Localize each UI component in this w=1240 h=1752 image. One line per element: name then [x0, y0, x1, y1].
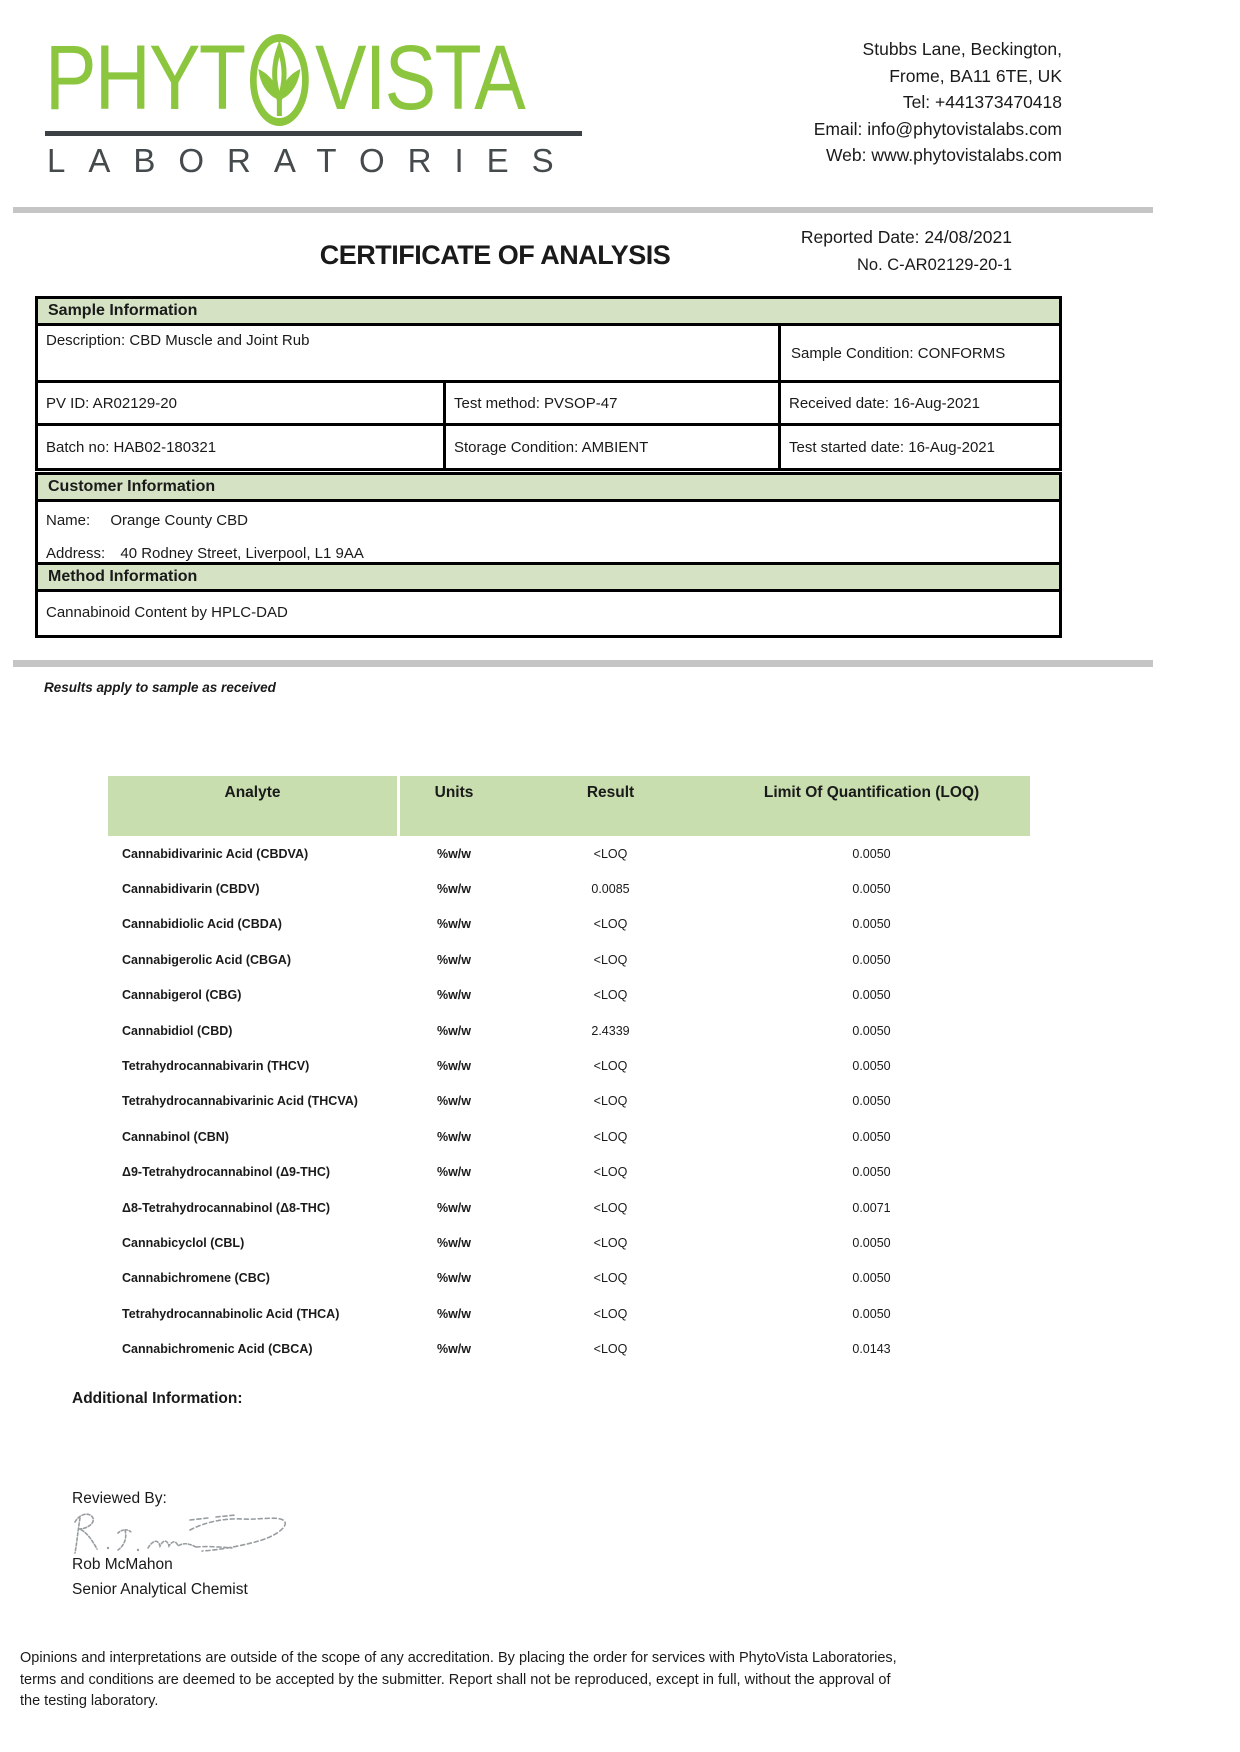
table-row	[108, 978, 1030, 1013]
contact-email: Email: info@phytovistalabs.com	[813, 118, 1062, 139]
analyte-units: %w/w	[436, 952, 472, 967]
customer-name-label: Name:	[46, 512, 91, 529]
table-row	[108, 1048, 1030, 1083]
analyte-units: %w/w	[436, 988, 472, 1003]
table-row	[108, 1225, 1030, 1260]
batch-number: Batch no: HAB02-180321	[46, 438, 217, 456]
analyte-result: <LOQ	[593, 917, 628, 932]
table-row	[108, 1013, 1030, 1048]
table-row	[108, 1084, 1030, 1119]
method-information-section	[35, 562, 1062, 638]
analyte-loq: 0.0071	[852, 1200, 891, 1215]
customer-information-header: Customer Information	[38, 475, 1059, 502]
certificate-number: No. C-AR02129-20-1	[857, 256, 1012, 274]
analyte-result: <LOQ	[593, 1165, 628, 1180]
storage-condition: Storage Condition: AMBIENT	[443, 426, 778, 468]
analyte-units: %w/w	[436, 917, 472, 932]
footer-line-2: terms and conditions are deemed to be accepted by the submitter. Report shall not be reproduced, except in full, without the approval of	[20, 1671, 891, 1688]
results-table-body	[108, 836, 1030, 1367]
analyte-loq: 0.0143	[852, 1342, 891, 1357]
test-method: Test method: PVSOP-47	[443, 383, 778, 423]
sample-information-section	[35, 296, 1062, 471]
analyte-units: %w/w	[436, 1059, 472, 1074]
table-row	[108, 836, 1030, 871]
analyte-name: Cannabicyclol (CBL)	[122, 1235, 245, 1250]
contact-web: Web: www.phytovistalabs.com	[825, 145, 1062, 165]
analyte-name: Tetrahydrocannabivarin (THCV)	[122, 1059, 310, 1074]
analyte-loq: 0.0050	[852, 952, 891, 967]
analyte-name: Cannabidiolic Acid (CBDA)	[122, 917, 282, 932]
results-note: Results apply to sample as received	[44, 680, 276, 695]
results-table-header	[108, 776, 1030, 836]
analyte-name: Tetrahydrocannabivarinic Acid (THCVA)	[122, 1094, 358, 1109]
column-header-units: Units	[434, 784, 474, 801]
received-date: Received date: 16-Aug-2021	[778, 383, 1059, 423]
analyte-name: Cannabidiol (CBD)	[122, 1023, 233, 1038]
analyte-result: <LOQ	[593, 1094, 628, 1109]
contact-phone: Tel: +441373470418	[902, 92, 1062, 112]
analyte-units: %w/w	[436, 1271, 472, 1286]
analyte-name: Cannabichromenic Acid (CBCA)	[122, 1342, 313, 1357]
footer-line-1: Opinions and interpretations are outside of the scope of any accreditation. By placing the order for services with PhytoVista Laboratories,	[20, 1650, 897, 1666]
analyte-result: <LOQ	[593, 1235, 628, 1250]
header-divider-rule	[13, 207, 1153, 213]
analyte-loq: 0.0050	[852, 1094, 891, 1109]
table-row	[108, 942, 1030, 977]
analyte-result: <LOQ	[593, 952, 628, 967]
section-divider-rule	[13, 660, 1153, 667]
company-logo	[45, 26, 583, 130]
customer-address-value: 40 Rodney Street, Liverpool, L1 9AA	[120, 545, 364, 562]
method-name: Cannabinoid Content by HPLC-DAD	[46, 604, 288, 621]
logo-subtitle: LABORATORIES	[47, 142, 577, 179]
sample-condition: Sample Condition: CONFORMS	[778, 326, 1059, 380]
analyte-result: <LOQ	[593, 1306, 628, 1321]
test-started-date: Test started date: 16-Aug-2021	[778, 426, 1059, 468]
sample-description: Description: CBD Muscle and Joint Rub	[46, 332, 310, 349]
reviewer-name: Rob McMahon	[72, 1556, 173, 1573]
table-row	[108, 1155, 1030, 1190]
analyte-units: %w/w	[436, 1342, 472, 1357]
analyte-loq: 0.0050	[852, 1023, 891, 1038]
sample-information-header: Sample Information	[38, 299, 1059, 326]
analyte-loq: 0.0050	[852, 1129, 891, 1144]
customer-address-label: Address:	[46, 545, 106, 562]
contact-address-line2: Frome, BA11 6TE, UK	[889, 65, 1062, 86]
reviewer-title: Senior Analytical Chemist	[72, 1581, 248, 1598]
footer-line-3: the testing laboratory.	[20, 1693, 159, 1709]
customer-name-value: Orange County CBD	[110, 512, 248, 529]
table-row	[108, 1190, 1030, 1225]
lab-contact-block	[814, 36, 1062, 169]
analyte-loq: 0.0050	[852, 917, 891, 932]
table-row	[108, 1296, 1030, 1331]
analyte-loq: 0.0050	[852, 882, 891, 897]
leaf-icon	[249, 34, 311, 126]
pv-id: PV ID: AR02129-20	[46, 394, 177, 412]
analyte-name: Cannabigerolic Acid (CBGA)	[122, 952, 291, 967]
analyte-units: %w/w	[436, 1023, 472, 1038]
analyte-units: %w/w	[436, 1235, 472, 1250]
analyte-loq: 0.0050	[852, 1059, 891, 1074]
table-row	[108, 871, 1030, 906]
analyte-name: Tetrahydrocannabinolic Acid (THCA)	[122, 1306, 340, 1321]
table-row	[108, 1331, 1030, 1366]
reported-date: Reported Date: 24/08/2021	[800, 227, 1012, 247]
table-row	[108, 1119, 1030, 1154]
signature-image	[70, 1506, 305, 1561]
analyte-loq: 0.0050	[852, 988, 891, 1003]
customer-address-row	[46, 545, 1059, 562]
additional-information-label: Additional Information:	[72, 1390, 243, 1407]
analyte-loq: 0.0050	[852, 846, 891, 861]
analyte-loq: 0.0050	[852, 1235, 891, 1250]
analyte-result: 0.0085	[591, 882, 630, 897]
analyte-name: Cannabinol (CBN)	[122, 1129, 229, 1144]
logo-text-pre: PHYT	[45, 27, 245, 129]
analyte-name: Cannabichromene (CBC)	[122, 1271, 270, 1286]
table-row	[108, 907, 1030, 942]
analyte-name: Δ8-Tetrahydrocannabinol (Δ8-THC)	[122, 1200, 331, 1215]
analyte-name: Cannabidivarin (CBDV)	[122, 882, 260, 897]
analyte-units: %w/w	[436, 1129, 472, 1144]
table-row	[108, 1261, 1030, 1296]
analyte-loq: 0.0050	[852, 1271, 891, 1286]
analyte-units: %w/w	[436, 846, 472, 861]
analyte-name: Δ9-Tetrahydrocannabinol (Δ9-THC)	[122, 1165, 331, 1180]
column-header-result: Result	[586, 784, 635, 801]
logo-divider	[45, 131, 582, 136]
method-information-header: Method Information	[38, 565, 1059, 592]
analyte-name: Cannabidivarinic Acid (CBDVA)	[122, 846, 309, 861]
document-title: CERTIFICATE OF ANALYSIS	[319, 240, 671, 270]
analyte-loq: 0.0050	[852, 1165, 891, 1180]
analyte-units: %w/w	[436, 1306, 472, 1321]
customer-name-row	[46, 512, 1059, 529]
analyte-result: <LOQ	[593, 1271, 628, 1286]
analyte-loq: 0.0050	[852, 1306, 891, 1321]
analyte-result: <LOQ	[593, 1059, 628, 1074]
contact-address-line1: Stubbs Lane, Beckington,	[862, 39, 1062, 59]
analyte-result: <LOQ	[593, 846, 628, 861]
analyte-units: %w/w	[436, 1165, 472, 1180]
customer-information-section	[35, 472, 1062, 575]
analyte-units: %w/w	[436, 882, 472, 897]
analyte-units: %w/w	[436, 1094, 472, 1109]
analyte-result: <LOQ	[593, 1129, 628, 1144]
column-header-loq: Limit Of Quantification (LOQ)	[763, 784, 980, 801]
analyte-name: Cannabigerol (CBG)	[122, 988, 242, 1003]
reviewed-by-label: Reviewed By:	[72, 1490, 167, 1507]
analyte-units: %w/w	[436, 1200, 472, 1215]
analyte-result: <LOQ	[593, 1342, 628, 1357]
logo-text-post: VISTA	[314, 27, 525, 129]
analyte-result: <LOQ	[593, 1200, 628, 1215]
footer-disclaimer	[20, 1648, 1030, 1713]
analyte-result: <LOQ	[593, 988, 628, 1003]
column-header-analyte: Analyte	[108, 776, 400, 836]
analyte-result: 2.4339	[591, 1023, 630, 1038]
